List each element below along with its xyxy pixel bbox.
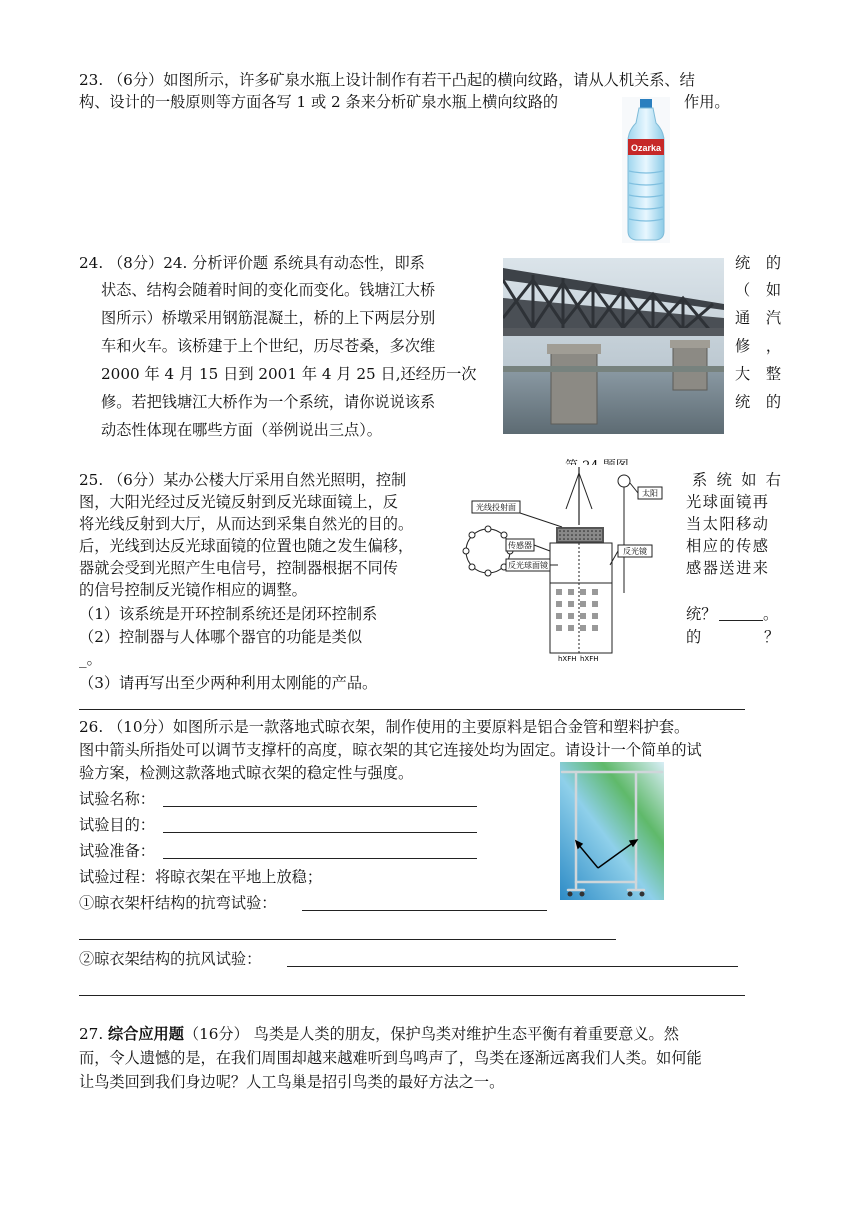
daylight-system-diagram: [462, 465, 684, 665]
q27-line2: 而，令人遗憾的是，在我们周围却越来越难听到鸟鸣声了，鸟类在逐渐远离我们人类。如何能: [79, 1049, 702, 1067]
label-sun: 太阳: [642, 489, 658, 498]
bridge-image: [503, 258, 724, 434]
q25-sub1-answer-blank[interactable]: [719, 620, 763, 621]
label-sphere-mirror: 反光球面镜: [508, 561, 548, 570]
q24-line5: 2000 年 4 月 15 日到 2001 年 4 月 25 日,还经历一次: [101, 365, 477, 383]
q26-bend-blank[interactable]: [302, 910, 547, 911]
q25-sub1-right-a: 统？: [686, 605, 717, 623]
q27-line1: [79, 1024, 679, 1044]
q26-process-text: 试验过程：将晾衣架在平地上放稳；: [79, 868, 322, 886]
q25-sub2-tail: _。: [79, 650, 102, 668]
q24-line5-right: 大 整: [735, 365, 781, 383]
q25-answer-line[interactable]: [79, 709, 745, 710]
label-sensor: 传感器: [508, 541, 532, 550]
q26-wind-label: ②晾衣架结构的抗风试验：: [79, 950, 262, 968]
q25-line4: 后，光线到达反光球面镜的位置也随之发生偏移，: [79, 537, 414, 555]
q24-line2: 状态、结构会随着时间的变化而变化。钱塘江大桥: [101, 281, 436, 299]
q25-line1: 25. （6分）某办公楼大厅采用自然光照明，控制: [79, 471, 407, 489]
q25-sub1-right-b: 。: [763, 605, 779, 623]
q27-num: 27.: [79, 1025, 108, 1043]
q26-line2: 图中箭头所指处可以调节支撑杆的高度，晾衣架的其它连接处均为固定。请设计一个简单的试: [79, 741, 702, 759]
q25-line5: 器就会受到光照产生电信号，控制器根据不同传: [79, 559, 398, 577]
q25-sub2: （2）控制器与人体哪个器官的功能是类似: [79, 628, 363, 646]
q24-line1-right: 统 的: [735, 254, 781, 272]
label-projector: 光线投射面: [476, 503, 516, 512]
label-reflector: 反光镜: [623, 547, 647, 556]
q26-name-label: 试验名称：: [79, 790, 155, 808]
q25-sub2-right-b: ？: [764, 628, 780, 646]
q27-line1-rest: （16分） 鸟类是人类的朋友，保护鸟类对维护生态平衡有着重要意义。然: [183, 1025, 679, 1043]
q24-line1: 24. （8分）24. 分析评价题 系统具有动态性，即系: [79, 254, 425, 272]
q25-line5-right: 感器送进来: [686, 559, 770, 577]
q25-sub1: （1）该系统是开环控制系统还是闭环控制系: [79, 605, 378, 623]
label-hall-left: hXFH: [558, 655, 577, 663]
q24-line6: 修。若把钱塘江大桥作为一个系统，请你说说该系: [101, 393, 436, 411]
q26-answer-line[interactable]: [79, 995, 745, 996]
q24-line6-right: 统 的: [735, 393, 781, 411]
q26-prep-label: 试验准备：: [79, 842, 155, 860]
q26-bend-label: ①晾衣架杆结构的抗弯试验：: [79, 894, 277, 912]
q25-sub3: （3）请再写出至少两种利用太刚能的产品。: [79, 674, 378, 692]
q26-purpose-blank[interactable]: [163, 832, 477, 833]
bottle-brand-text: Ozarka: [630, 143, 662, 153]
q25-sub2-right-a: 的: [686, 628, 702, 646]
q25-line2-right: 光球面镜再: [686, 493, 770, 511]
q26-bend-blank-2[interactable]: [79, 939, 616, 940]
q26-name-blank[interactable]: [163, 806, 477, 807]
q25-line3-right: 当太阳移动: [686, 515, 770, 533]
q26-line1: 26. （10分）如图所示是一款落地式晾衣架，制作使用的主要原料是铝合金管和塑料护套。: [79, 718, 690, 736]
q25-line2: 图，大阳光经过反光镜反射到反光球面镜上，反: [79, 493, 398, 511]
q25-line3: 将光线反射到大厅，从而达到采集自然光的目的。: [79, 515, 414, 533]
q23-line1: 23. （6分）如图所示，许多矿泉水瓶上设计制作有若干凸起的横向纹路，请从人机关系、结: [79, 71, 695, 89]
q26-purpose-label: 试验目的：: [79, 816, 155, 834]
q24-line7: 动态性体现在哪些方面（举例说出三点）。: [101, 421, 382, 439]
q25-line4-right: 相应的传感: [686, 537, 770, 555]
clothes-rack-image: [560, 762, 664, 900]
q25-line1-right: 系 统 如 右: [692, 471, 781, 489]
q26-line3: 验方案，检测这款落地式晾衣架的稳定性与强度。: [79, 764, 414, 782]
q27-line3: 让鸟类回到我们身边呢？人工鸟巢是招引鸟类的最好方法之一。: [79, 1073, 505, 1091]
q24-line4: 车和火车。该桥建于上个世纪，历尽苍桑，多次维: [101, 337, 436, 355]
q24-line3: 图所示）桥墩采用钢筋混凝土，桥的上下两层分别: [101, 309, 436, 327]
q26-wind-blank[interactable]: [287, 966, 738, 967]
q23-line2a: 构、设计的一般原则等方面各写 1 或 2 条来分析矿泉水瓶上横向纹路的: [79, 93, 559, 111]
q24-line4-right: 修 ，: [735, 337, 781, 355]
q25-line6: 的信号控制反光镜作相应的调整。: [79, 581, 307, 599]
water-bottle-image: [622, 97, 670, 243]
q23-line2b: 作用。: [684, 93, 730, 111]
label-hall-right: hXFH: [580, 655, 599, 663]
q24-line3-right: 通 汽: [735, 309, 781, 327]
q26-prep-blank[interactable]: [163, 858, 477, 859]
q24-line2-right: （ 如: [735, 281, 781, 299]
q27-title: 综合应用题: [107, 1025, 184, 1043]
